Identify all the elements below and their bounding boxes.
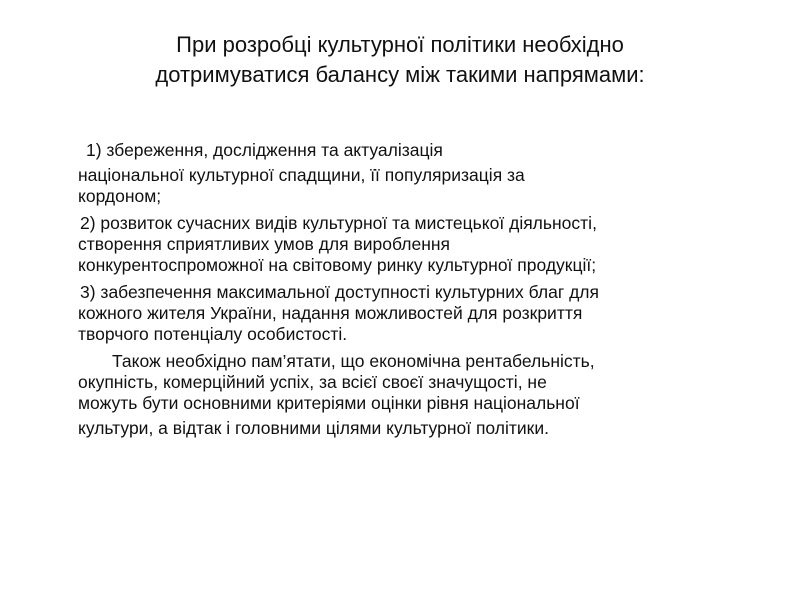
closing-line-1: Також необхідно пам’ятати, що економічна рентабельність,: [112, 351, 595, 371]
title-line-1: При розробці культурної політики необхідно: [176, 32, 624, 57]
item-1-line-3: кордоном;: [78, 186, 162, 206]
list-item-3: [78, 282, 758, 345]
list-item-2: [78, 213, 758, 276]
closing-line-2: окупність, комерційний успіх, за всієї своєї значущості, не: [78, 372, 547, 392]
item-1-line-2: національної культурної спадщини, її популяризація за: [78, 165, 525, 185]
list-item-1: [78, 140, 758, 207]
slide-title: [60, 30, 740, 90]
item-3-line-2: кожного жителя України, надання можливостей для розкриття: [78, 303, 583, 323]
item-2-line-3: конкурентоспроможної на світовому ринку культурної продукції;: [78, 255, 597, 275]
closing-line-4: культури, а відтак і головними цілями культурної політики.: [78, 418, 549, 438]
closing-line-3: можуть бути основними критеріями оцінки рівня національної: [78, 393, 580, 413]
closing-paragraph: [78, 351, 758, 439]
title-line-2: дотримуватися балансу між такими напрямами:: [155, 62, 645, 87]
item-2-line-1: 2) розвиток сучасних видів культурної та мистецької діяльності,: [80, 213, 597, 233]
slide-body: [78, 140, 758, 439]
item-1-line-1: 1) збереження, дослідження та актуалізація: [86, 140, 443, 160]
item-3-line-1: 3) забезпечення максимальної доступності культурних благ для: [80, 282, 599, 302]
item-3-line-3: творчого потенціалу особистості.: [78, 324, 348, 344]
item-2-line-2: створення сприятливих умов для вироблення: [78, 234, 451, 254]
